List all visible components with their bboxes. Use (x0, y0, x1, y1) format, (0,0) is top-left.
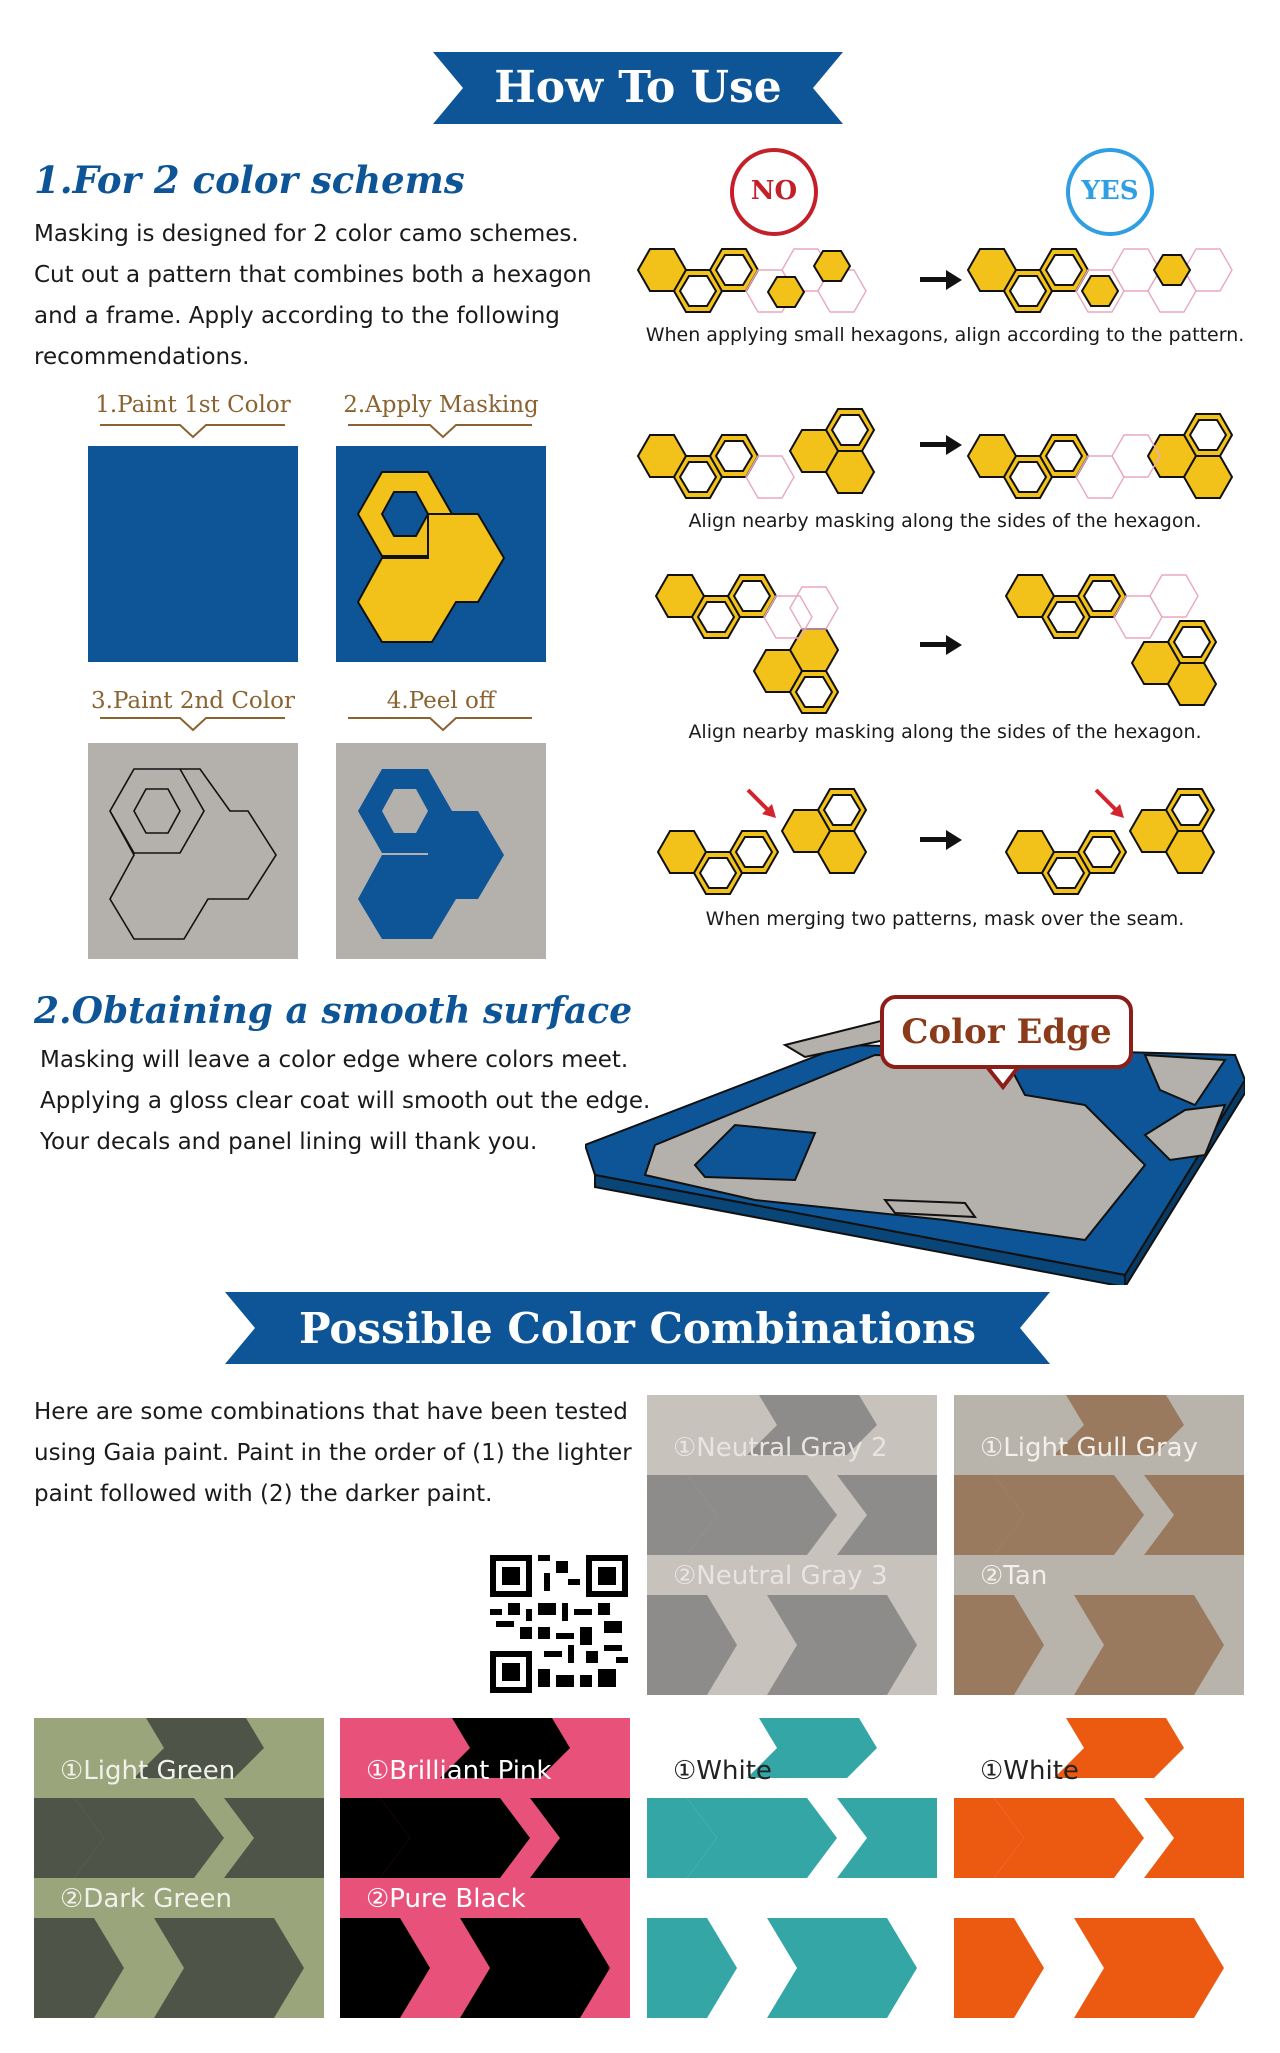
combo-color-1: ①Light Gull Gray (980, 1433, 1198, 1463)
combo-swatch (954, 1395, 1244, 1695)
section2-line: Masking will leave a color edge where colors meet. (40, 1047, 629, 1073)
step-label-text: 3.Paint 2nd Color (91, 688, 295, 714)
combo-color-2: ②Stone Green (673, 1884, 859, 1914)
combo-swatch (954, 1718, 1244, 2018)
step-label-text: 4.Peel off (386, 688, 496, 714)
combos-title: Possible Color Combinations (298, 1304, 977, 1353)
combo-color-2: ②Dark Green (60, 1884, 233, 1914)
row2-after (968, 414, 1232, 498)
combo-color-1: ①White (980, 1756, 1079, 1786)
caption-3: Align nearby masking along the sides of the hexagon. (688, 721, 1202, 743)
yes-badge (1066, 148, 1154, 236)
combo-color-1: ①Light Green (60, 1756, 236, 1786)
caption-2: Align nearby masking along the sides of the hexagon. (688, 510, 1202, 532)
section1-line: recommendations. (34, 344, 250, 370)
qr-code-icon[interactable] (490, 1555, 628, 1693)
combo-swatch (647, 1395, 937, 1695)
combo-color-1: ①Brilliant Pink (366, 1756, 552, 1786)
step-label-text: 2.Apply Masking (343, 392, 539, 418)
how-to-title: How To Use (494, 62, 782, 113)
row3-after (1006, 575, 1216, 705)
row2-before (638, 409, 874, 498)
no-badge-text: NO (750, 176, 798, 206)
section1-line: and a frame. Apply according to the following (34, 303, 560, 329)
row1-yes (968, 249, 1232, 312)
section2-line: Your decals and panel lining will thank you. (40, 1129, 538, 1155)
step1-panel (88, 446, 298, 662)
combo-swatch (340, 1718, 630, 2018)
no-badge (730, 148, 818, 236)
step3-panel (88, 743, 298, 959)
caption-1: When applying small hexagons, align according to the pattern. (645, 324, 1245, 346)
combos-intro (34, 1392, 632, 1515)
section1-line: Cut out a pattern that combines both a hexagon (34, 262, 592, 288)
right-arrow-icon (920, 270, 962, 850)
section1-title: 1.For 2 color schems (34, 158, 465, 202)
step2-panel (336, 446, 546, 662)
step-label-text: 1.Paint 1st Color (95, 392, 291, 418)
row1-no (638, 249, 866, 312)
combos-intro-line: using Gaia paint. Paint in the order of (1) the lighter (34, 1440, 632, 1466)
yes-badge-text: YES (1081, 176, 1139, 206)
combos-banner (225, 1292, 1050, 1364)
step4-panel (336, 743, 546, 959)
combo-swatch (34, 1718, 324, 2018)
section2-text (40, 1040, 650, 1163)
caption-4: When merging two patterns, mask over the seam. (705, 908, 1185, 930)
combos-intro-line: Here are some combinations that have been tested (34, 1399, 628, 1425)
combo-color-2: ②Pure Orange (980, 1884, 1166, 1914)
combo-color-2: ②Neutral Gray 3 (673, 1561, 888, 1591)
combo-color-2: ②Tan (980, 1561, 1048, 1591)
combo-swatch (647, 1718, 937, 2018)
section1-line: Masking is designed for 2 color camo schemes. (34, 221, 579, 247)
combos-intro-line: paint followed with (2) the darker paint. (34, 1481, 493, 1507)
combo-color-2: ②Pure Black (366, 1884, 526, 1914)
combo-color-1: ①Neutral Gray 2 (673, 1433, 888, 1463)
section2-title: 2.Obtaining a smooth surface (34, 990, 633, 1032)
row3-before (656, 575, 838, 713)
section2-line: Applying a gloss clear coat will smooth out the edge. (40, 1088, 651, 1114)
color-edge-callout: Color Edge (880, 995, 1133, 1069)
combo-color-1: ①White (673, 1756, 772, 1786)
